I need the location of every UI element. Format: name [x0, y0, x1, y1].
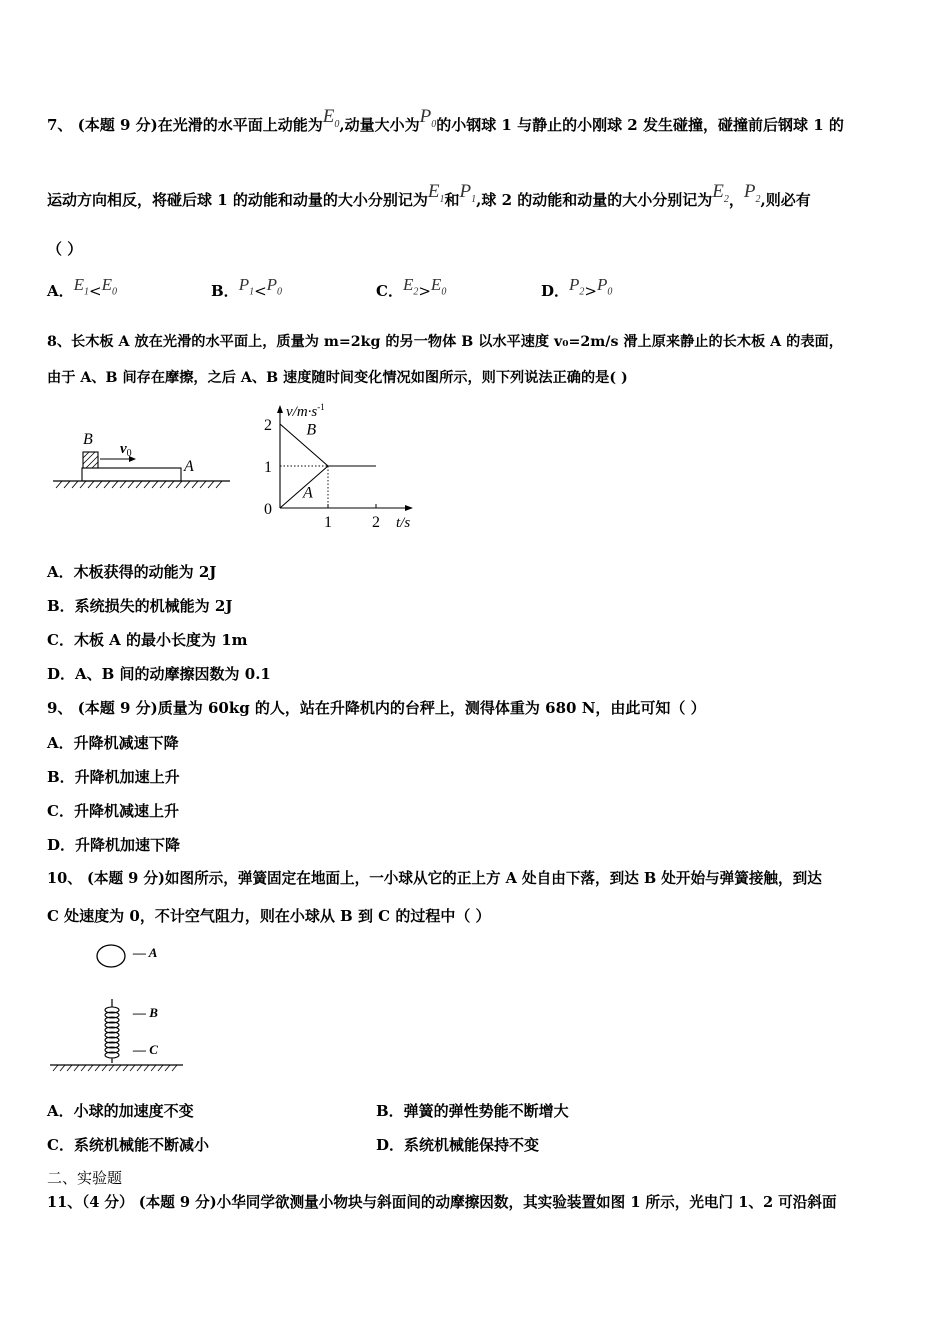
label-c: — C: [133, 1042, 158, 1057]
label-b: — B: [133, 1005, 158, 1020]
q9-option-b[interactable]: B．升降机加速上升: [47, 768, 180, 786]
sym-E0: $E_0$: [322, 106, 340, 130]
q8-option-b[interactable]: B．系统损失的机械能为 2J: [47, 597, 233, 615]
y-tick-label: 1: [264, 459, 272, 476]
q8-board-figure: [50, 425, 235, 495]
q7-option-c[interactable]: C．$E_2>E_0$: [376, 275, 447, 300]
q10-line2: C 处速度为 0，不计空气阻力，则在小球从 B 到 C 的过程中（ ）: [47, 907, 491, 925]
q8-option-d[interactable]: D．A、B 间的动摩擦因数为 0.1: [47, 665, 271, 683]
q9-option-d[interactable]: D．升降机加速下降: [47, 836, 181, 854]
q8-vt-graph: [258, 398, 428, 533]
q7-option-b[interactable]: B．$P_1<P_0$: [211, 275, 283, 300]
y-axis-label: $v/m\cdot s^{-1}$: [286, 402, 325, 420]
q8-option-a[interactable]: A．木板获得的动能为 2J: [47, 563, 217, 581]
q11-line1: 11、（4 分） (本题 9 分)小华同学欲测量小物块与斜面间的动摩擦因数，其实验装置如图 1 所示，光电门 1、2 可沿斜面: [47, 1194, 837, 1211]
label-a: A: [184, 458, 194, 475]
x-axis-label: t/s: [396, 515, 411, 531]
y-axis-arrow: [277, 405, 283, 413]
x-tick-label: 1: [324, 514, 332, 531]
q7-option-a[interactable]: A．$E_1<E_0$: [47, 275, 117, 300]
q10-option-c[interactable]: C．系统机械能不断减小: [47, 1136, 209, 1154]
sym-E2: $E_2$: [712, 181, 729, 205]
sym-P1: $P_1$: [459, 181, 477, 205]
curve-label-b: B: [306, 421, 317, 439]
q10-line1: 10、 (本题 9 分)如图所示，弹簧固定在地面上，一小球从它的正上方 A 处自由下落，到达 B 处开始与弹簧接触，到达: [47, 870, 822, 887]
curve-label-a: A: [303, 484, 313, 502]
sym-E1: $E_1$: [427, 181, 445, 205]
q7-line2: 运动方向相反，将碰后球 1 的动能和动量的大小分别记为$E_1$和$P_1$,球 2 的动能和动量的大小分别记为$E_2$，$P_2$,则必有: [47, 181, 811, 209]
q9-option-c[interactable]: C．升降机减速上升: [47, 802, 179, 820]
q7-line1: 7、 (本题 9 分)在光滑的水平面上动能为$E_0$,动量大小为$P_0$的小钢球 1 与静止的小刚球 2 发生碰撞，碰撞前后钢球 1 的: [47, 106, 844, 134]
section-title: 二、实验题: [47, 1169, 123, 1187]
ground-hatching: [53, 1065, 177, 1071]
x-axis-arrow: [405, 505, 413, 511]
label-a: — A: [133, 945, 158, 960]
ball: [97, 945, 125, 967]
ground-hatching: [56, 481, 222, 488]
q8-option-c[interactable]: C．木板 A 的最小长度为 1m: [47, 631, 248, 649]
q7-option-d[interactable]: D．$P_2>P_0$: [541, 275, 613, 300]
q10-option-a[interactable]: A．小球的加速度不变: [47, 1102, 194, 1120]
block-b: [83, 452, 98, 468]
label-v0: $v_0$: [120, 441, 132, 459]
q7-paren: （ ）: [47, 240, 83, 258]
q9-line1: 9、 (本题 9 分)质量为 60kg 的人，站在升降机内的台秤上，测得体重为 680 N，由此可知（ ）: [47, 699, 706, 717]
board-a: [82, 468, 181, 481]
spring: [105, 1007, 119, 1058]
q8-line2: 由于 A、B 间存在摩擦，之后 A、B 速度随时间变化情况如图所示，则下列说法正确的是( ): [47, 370, 628, 386]
q10-option-d[interactable]: D．系统机械能保持不变: [376, 1136, 540, 1154]
y-tick-label: 0: [264, 501, 272, 518]
sym-P0: $P_0$: [419, 106, 437, 130]
q8-line1: 8、长木板 A 放在光滑的水平面上，质量为 m=2kg 的另一物体 B 以水平速度 v₀=2m/s 滑上原来静止的长木板 A 的表面，: [47, 334, 843, 350]
q10-spring-figure: [45, 935, 190, 1075]
series-B: [280, 421, 376, 466]
x-tick-label: 2: [372, 514, 380, 531]
q9-option-a[interactable]: A．升降机减速下降: [47, 734, 179, 752]
q10-option-b[interactable]: B．弹簧的弹性势能不断增大: [376, 1102, 569, 1120]
label-b: B: [83, 431, 93, 448]
y-tick-label: 2: [264, 417, 272, 434]
sym-P2: $P_2$: [743, 181, 761, 205]
